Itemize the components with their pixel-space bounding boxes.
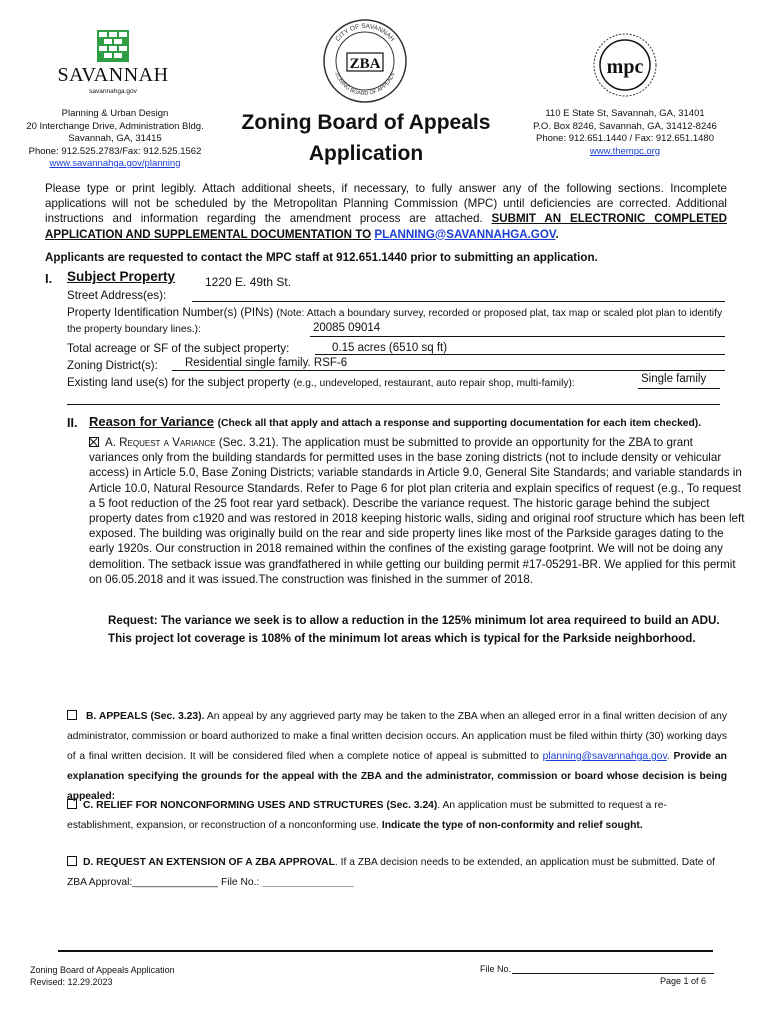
option-d-label: D. REQUEST AN EXTENSION OF A ZBA APPROVAL — [83, 857, 335, 868]
dept-address-1: 20 Interchange Drive, Administration Bldg. — [26, 120, 204, 132]
intro-contact-notice: Applicants are requested to contact the MPC staff at 912.651.1440 prior to submitting an application. — [45, 251, 598, 264]
section-1-divider — [67, 404, 720, 405]
seal-text: ZBA — [349, 56, 381, 72]
mpc-link[interactable]: www.thempc.org — [589, 145, 661, 157]
street-address-value[interactable]: 1220 E. 49th St. — [205, 275, 292, 289]
intro-paragraph — [45, 181, 727, 242]
section-2-note: (Check all that apply and attach a response and supporting documentation for each item checked). — [217, 418, 702, 429]
option-b-email-link[interactable]: planning@savannahga.gov — [542, 751, 667, 762]
title-line-2: Application — [308, 142, 424, 165]
mpc-address-2: P.O. Box 8246, Savannah, GA, 31412-8246 — [533, 120, 717, 132]
street-address-label: Street Address(es): — [67, 289, 167, 302]
mpc-address-1: 110 E State St, Savannah, GA, 31401 — [545, 108, 705, 119]
land-use-underline — [638, 388, 720, 389]
savannah-contact — [15, 108, 215, 171]
title-line-1: Zoning Board of Appeals — [241, 111, 491, 134]
land-use-note: (e.g., undeveloped, restaurant, auto repair shop, multi-family): — [293, 378, 575, 389]
mpc-contact — [520, 108, 730, 158]
dept-address-2: Savannah, GA, 31415 — [68, 133, 162, 144]
section-1-title: Subject Property — [67, 269, 176, 284]
footer-revised: Revised: 12.29.2023 — [30, 977, 113, 987]
savannah-url: savannahga.gov — [89, 88, 137, 95]
footer-title: Zoning Board of Appeals Application — [30, 965, 175, 975]
seal-ring-top: CITY OF SAVANNAH — [334, 22, 396, 43]
dept-name: Planning & Urban Design — [61, 108, 169, 119]
pin-underline — [310, 336, 725, 337]
option-c-checkbox[interactable] — [67, 799, 77, 809]
land-use-value[interactable]: Single family — [641, 373, 707, 385]
zoning-label: Zoning District(s): — [67, 359, 158, 372]
option-a-text: (Sec. 3.21). The application must be submitted to provide an opportunity for the ZBA to grant variances only from the building standards for permitted uses in the base zoning districts (not to include density or vehicular access) in Article 5.0, Base Zoning Districts; variable standards in Article 9.0, General Site Standards; and variable standards in Article 10.0, Natural Resource Standards. Refer to Page 6 for plot plan criteria and explain specifics of request (e.g., To request a 5 foot reduction of the 25 foot rear yard setback). Describe the variance request. The historic garage behind the subject property dates from c1920 and was restored in 2018 keeping historic walls, siding and original roof structure which has been left exposed. The building was originally build on the rear and side property lines like most of the Parkside garages dating to the early 1920s. Our construction in 2018 remained within the confines of the existing garage footprint. We will not be doing any demolition. The setback issue was grandfathered in while getting our building permit #17-05291-BR. We applied for this permit on 06.05.2018 and it was issued.The construction was finished in the summer of 2018. — [89, 436, 745, 586]
svg-text:ZONING BOARD OF APPEALS — [334, 72, 397, 97]
page-title — [232, 107, 500, 169]
section-2-number: II. — [67, 416, 78, 430]
option-a-block — [89, 435, 745, 587]
option-d-block — [67, 853, 727, 893]
zoning-underline — [172, 370, 725, 371]
intro-period: . — [555, 227, 559, 241]
option-d-file-no-field[interactable]: ________________ — [262, 877, 354, 888]
section-2-title: Reason for Variance — [89, 414, 214, 429]
land-use-label-text: Existing land use(s) for the subject property — [67, 376, 290, 389]
option-a-checkbox[interactable] — [89, 437, 99, 447]
planning-link[interactable]: www.savannahga.gov/planning — [49, 158, 181, 169]
option-b-instruction: Provide an explanation specifying the grounds for the appeal with the ZBA and the administrator, commission or board whose decision is being appealed: — [67, 751, 727, 802]
mpc-logo-icon — [592, 32, 658, 98]
footer-divider — [58, 950, 713, 952]
acreage-value[interactable]: 0.15 acres (6510 sq ft) — [332, 342, 448, 354]
option-c-label: C. RELIEF FOR NONCONFORMING USES AND STRUCTURES (Sec. 3.24) — [83, 800, 438, 811]
land-use-label — [67, 375, 727, 391]
savannah-wordmark: SAVANNAH — [57, 64, 169, 86]
pin-value[interactable]: 20085 09014 — [313, 322, 381, 334]
planning-email-link[interactable]: PLANNING@SAVANNAHGA.GOV — [374, 227, 556, 241]
option-c-text: . An application must be submitted to request a re-establishment, expansion, or reconstruction of a nonconforming use. — [67, 800, 667, 831]
footer-page-number: Page 1 of 6 — [660, 976, 707, 986]
option-c-instruction: Indicate the type of non-conformity and relief sought. — [381, 820, 643, 831]
savannah-logo-icon — [97, 30, 129, 62]
seal-ring-bottom: ZONING BOARD OF APPEALS — [333, 72, 397, 98]
mpc-phone: Phone: 912.651.1440 / Fax: 912.651.1480 — [535, 133, 714, 144]
option-a-request: Request: The variance we seek is to allow a reduction in the 125% minimum lot area requireed to build an ADU. This project lot coverage is 108% of the minimum lot areas which is typical for the Parkside neighborhood. — [108, 614, 720, 645]
acreage-label: Total acreage or SF of the subject property: — [67, 342, 290, 355]
footer-left — [30, 964, 175, 988]
option-d-text: . If a ZBA decision needs to be extended, an application must be submitted. Date of ZBA Approval:_______________ File No.: — [67, 857, 715, 888]
zoning-value[interactable]: Residential single family. RSF-6 — [185, 357, 348, 369]
dept-phone: Phone: 912.525.2783/Fax: 912.525.1562 — [28, 145, 202, 157]
option-d-checkbox[interactable] — [67, 856, 77, 866]
intro-text: Please type or print legibly. Attach additional sheets, if necessary, to fully answer any of the following sections. Incomplete applications will not be scheduled by the Metropolitan Planning Commission (MPC) until deficiencies are corrected. Additional instructions and information regarding the amendment process are attached. — [45, 182, 727, 226]
acreage-underline — [315, 354, 725, 355]
letterhead — [0, 0, 770, 180]
intro-submit-notice: SUBMIT AN ELECTRONIC COMPLETED APPLICATION AND SUPPLEMENTAL DOCUMENTATION TO — [45, 212, 727, 241]
footer-file-no-label: File No. — [480, 964, 512, 974]
option-b-label: B. APPEALS (Sec. 3.23). — [85, 711, 205, 722]
option-c-block — [67, 796, 727, 836]
pin-note: (Note: Attach a boundary survey, recorded or proposed plat, tax map or scaled plot plan to identify the property boundary lines.): — [67, 308, 723, 336]
footer-file-no-line[interactable] — [512, 973, 714, 974]
zba-seal-icon — [322, 18, 408, 104]
section-1-number: I. — [45, 271, 53, 286]
option-b-block: B. APPEALS (Sec. 3.23). An appeal by any aggrieved party may be taken to the ZBA when an alleged error in a final written decision of any administrator, commission or board authorized to make a final written decision occurs. An application must be filed within thirty (30) working days of a final written decision. It will be considered filed when a complete notice of appeal is submitted to planning@savannahga.gov. Provide an explanation specifying the grounds for the appeal with the ZBA and the administrator, commission or board whose decision is being appealed: — [67, 711, 727, 802]
pin-label-text: Property Identification Number(s) (PINs) — [67, 306, 274, 319]
pin-label — [67, 305, 727, 337]
option-b-checkbox[interactable] — [67, 710, 77, 720]
street-address-underline — [192, 301, 725, 302]
mpc-logo-text: mpc — [606, 56, 644, 78]
option-a-label: A. Request a Variance — [105, 436, 216, 449]
option-b-text: An appeal by any aggrieved party may be taken to the ZBA when an alleged error in a final written decision of any administrator, commission or board authorized to make a final written decision occurs. An application must be filed within thirty (30) working days of a final written decision. It will be considered filed when a complete notice of appeal is submitted to — [67, 711, 727, 762]
section-2-heading — [89, 414, 749, 429]
